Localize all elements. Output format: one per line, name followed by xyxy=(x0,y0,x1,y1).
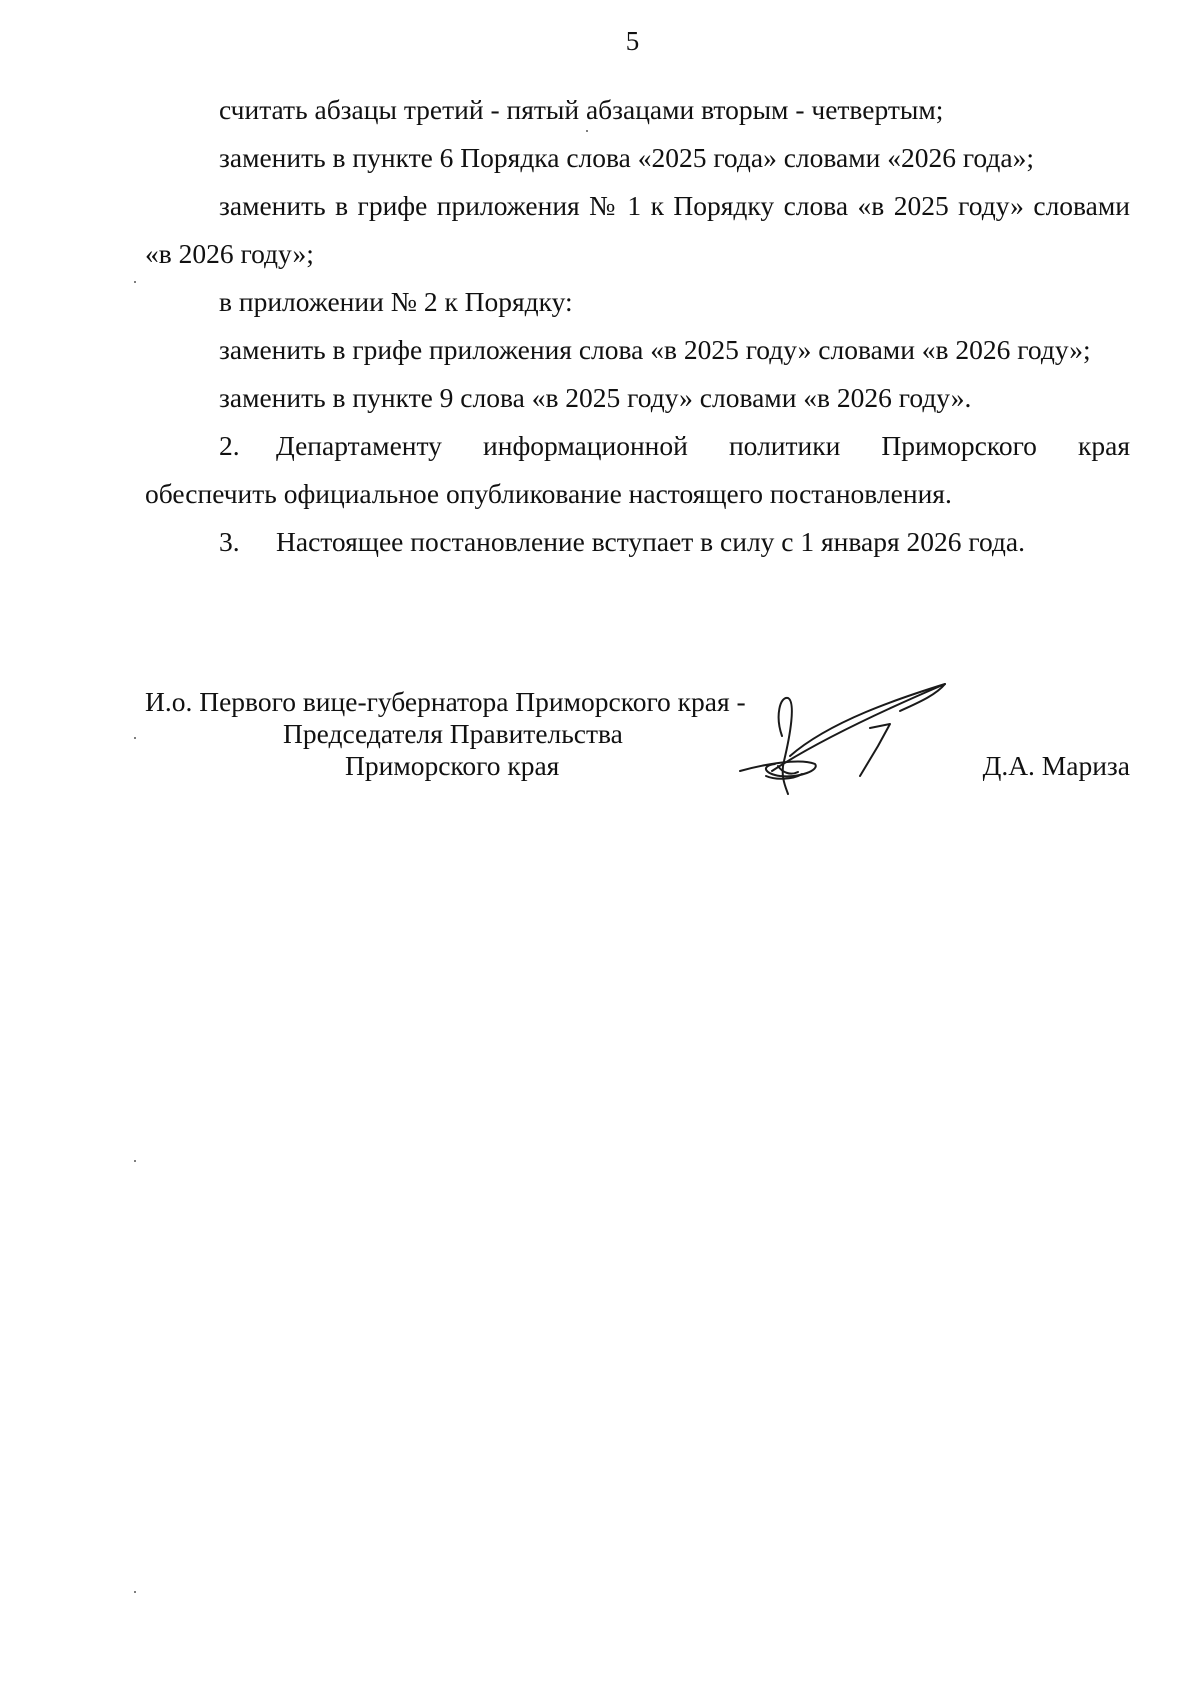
paragraph: заменить в пункте 9 слова «в 2025 году» словами «в 2026 году». xyxy=(219,382,972,413)
scan-artifact xyxy=(586,130,588,132)
document-body xyxy=(145,86,1130,566)
scan-artifact xyxy=(134,1160,136,1162)
scan-artifact xyxy=(134,737,136,739)
signatory-name: Д.А. Мариза xyxy=(982,750,1130,781)
scan-artifact xyxy=(134,1591,136,1593)
paragraph: заменить в грифе приложения № 1 к Порядку слова «в 2025 году» словами «в 2026 году»; xyxy=(145,190,1130,269)
page-number: 5 xyxy=(625,26,640,56)
paragraph: заменить в пункте 6 Порядка слова «2025 года» словами «2026 года»; xyxy=(219,142,1034,173)
signatory-title-line: Приморского края xyxy=(345,750,560,781)
signatory-title xyxy=(145,686,785,782)
paragraph: заменить в грифе приложения слова «в 2025 году» словами «в 2026 году»; xyxy=(219,334,1091,365)
numbered-item xyxy=(145,518,1130,566)
signature-block xyxy=(145,686,1130,806)
item-text: Департаменту информационной политики Приморского края обеспечить официальное опубликование настоящего постановления. xyxy=(145,430,1130,509)
numbered-item xyxy=(145,422,1130,518)
paragraph: в приложении № 2 к Порядку: xyxy=(219,286,573,317)
item-text: Настоящее постановление вступает в силу с 1 января 2026 года. xyxy=(276,526,1025,557)
item-number: 3. xyxy=(219,526,240,557)
handwritten-signature xyxy=(720,676,950,796)
signatory-title-line: Председателя Правительства xyxy=(283,718,623,749)
scan-artifact xyxy=(134,281,136,283)
signatory-title-line: И.о. Первого вице-губернатора Приморского края - xyxy=(145,686,746,717)
paragraph: считать абзацы третий - пятый абзацами вторым - четвертым; xyxy=(219,94,944,125)
item-number: 2. xyxy=(219,430,240,461)
